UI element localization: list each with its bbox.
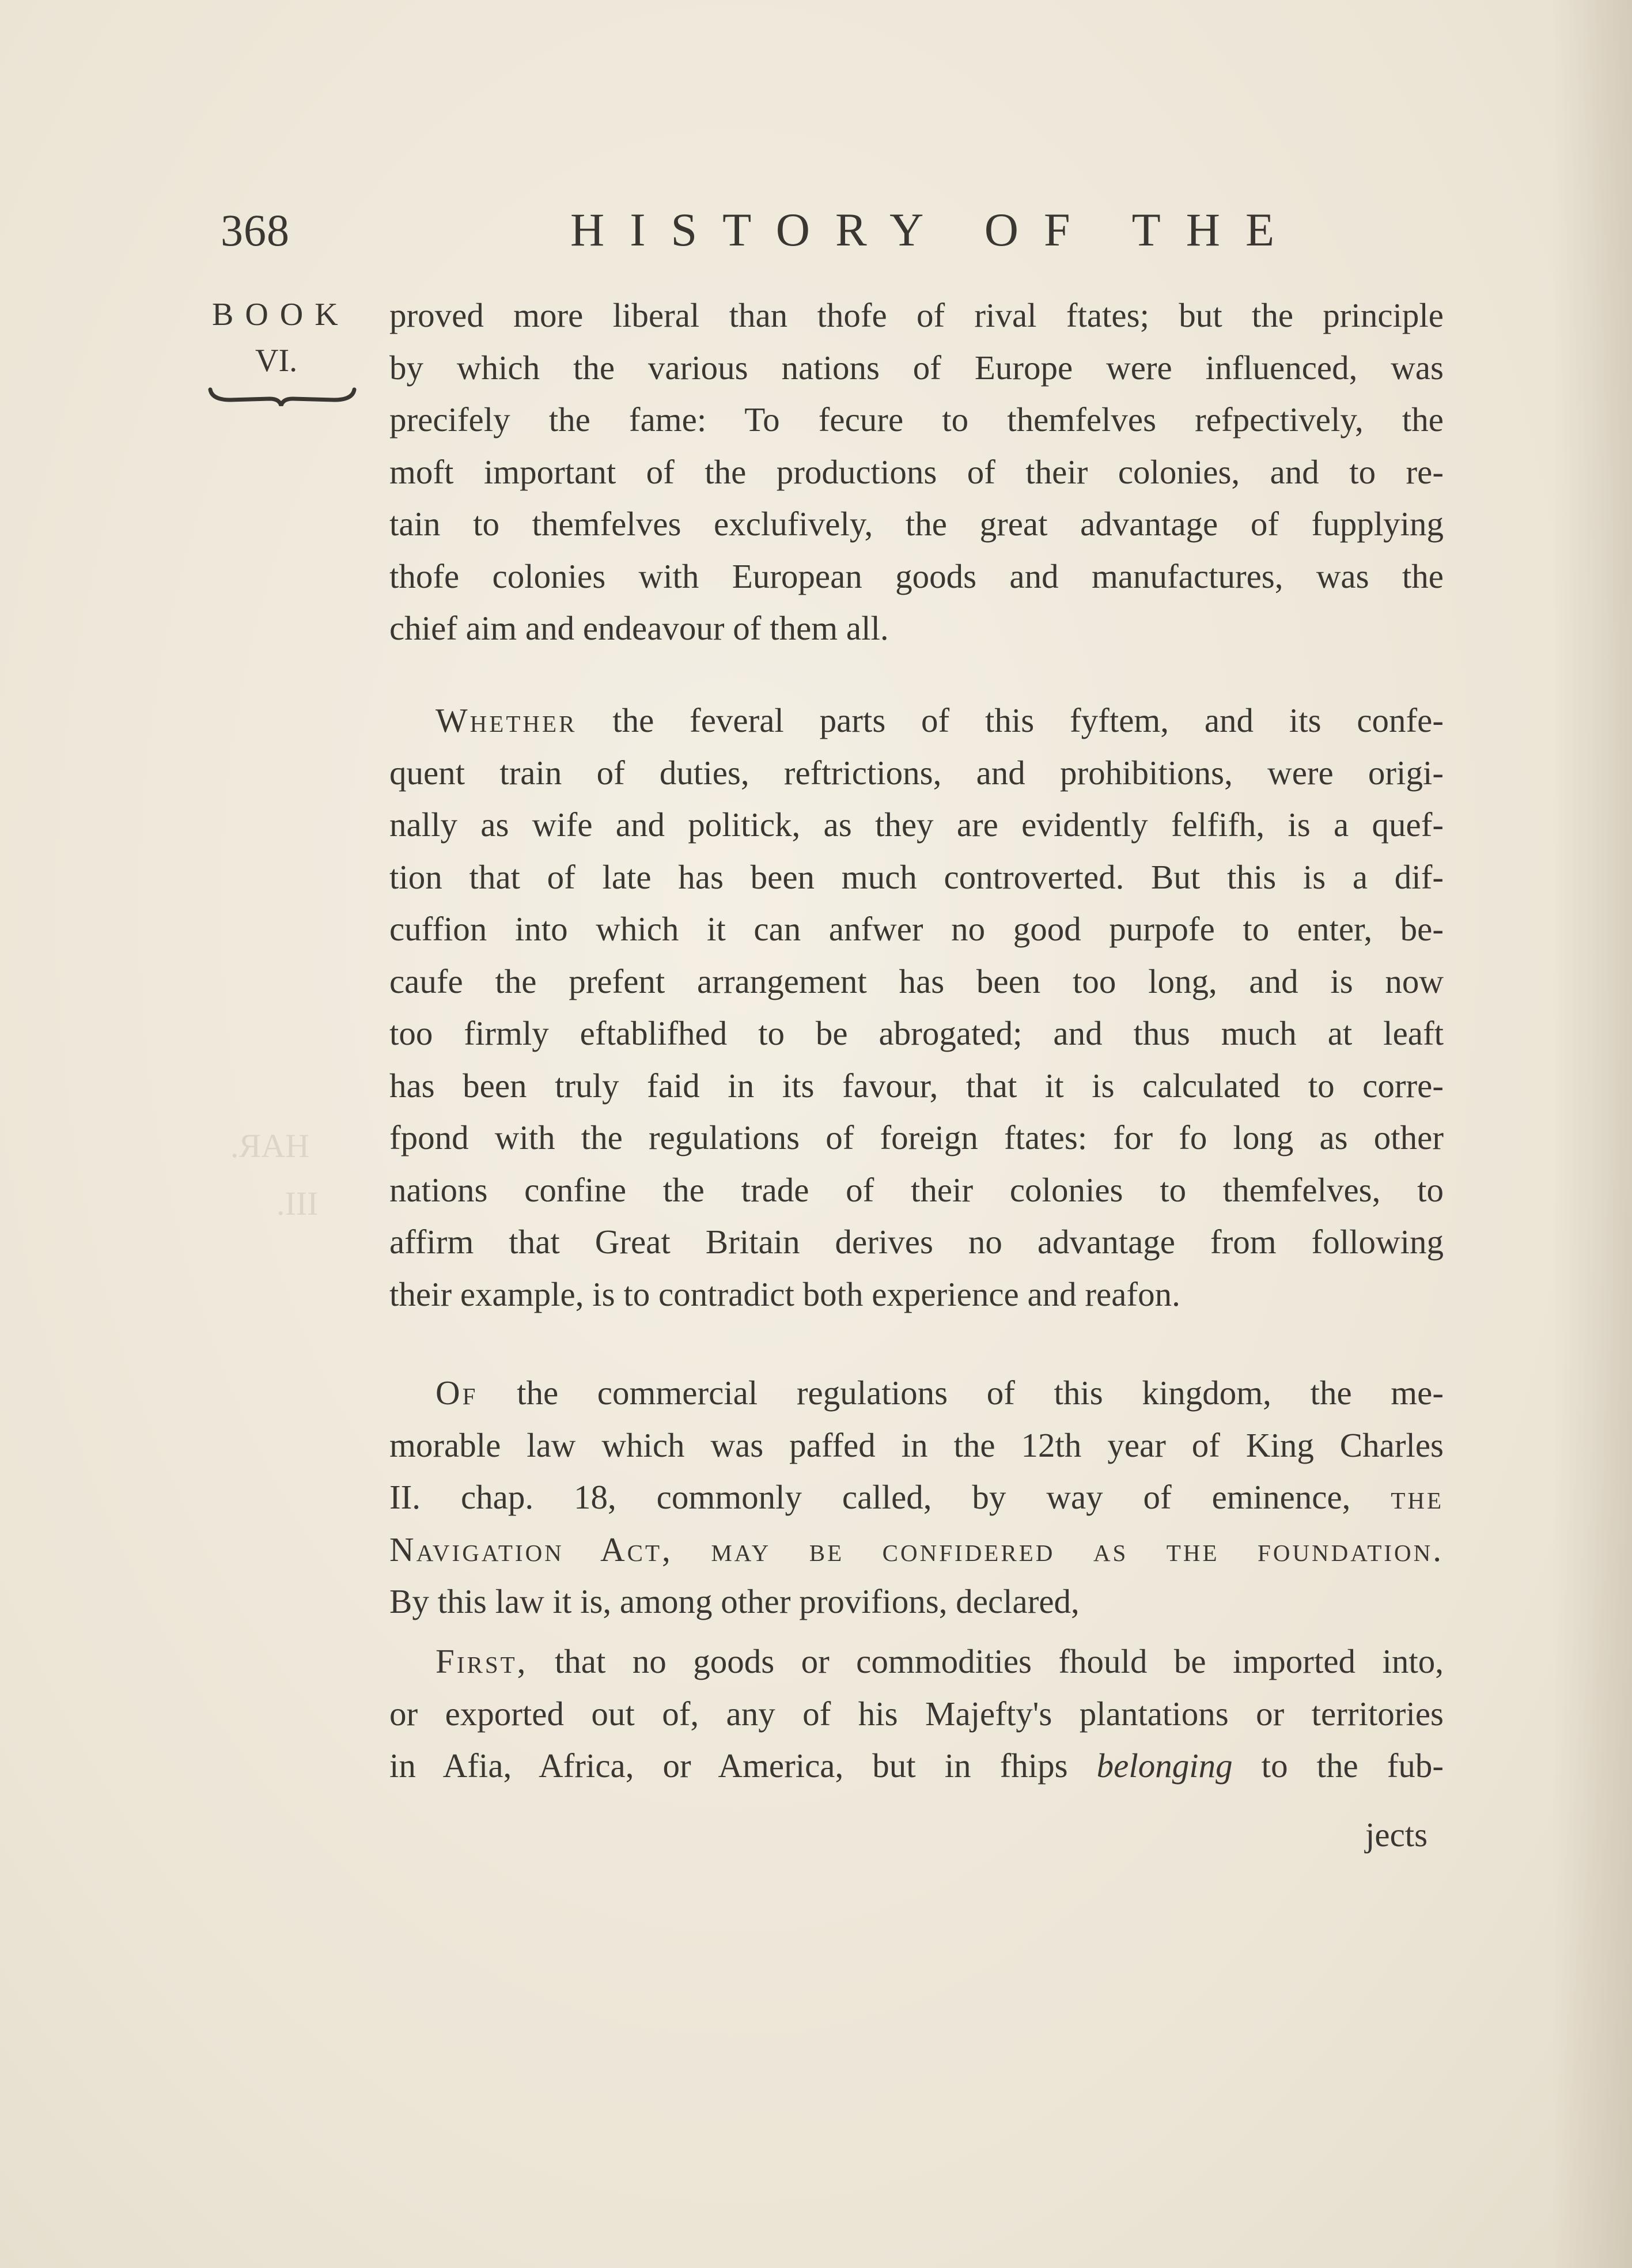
lead-word: Of [436, 1374, 478, 1412]
text-line [389, 1471, 1444, 1524]
text-line-rest: the feveral parts of this fyftem, and its confe- [612, 701, 1444, 739]
text-line-rest: that no goods or commodities fhould be imported into, [554, 1642, 1444, 1680]
paragraph-1 [389, 289, 1444, 655]
text-line: morable law which was paffed in the 12th year of King Charles [389, 1426, 1444, 1464]
text-line: has been truly faid in its favour, that it is calculated to corre- [389, 1066, 1444, 1105]
text-line: nally as wife and politick, as they are evidently felfifh, is a quef- [389, 806, 1444, 844]
lead-word: Whether [436, 701, 577, 739]
gutter-shadow [1551, 0, 1632, 2268]
text-line: By this law it is, among other provifions, declared, [389, 1582, 1080, 1620]
text-line: precifely the fame: To fecure to themfelves refpectively, the [389, 400, 1444, 439]
paragraph-3 [389, 1367, 1444, 1628]
text-line: caufe the prefent arrangement has been too long, and is now [389, 962, 1444, 1000]
text-line: thofe colonies with European goods and manufactures, was the [389, 557, 1444, 595]
paragraph-2 [389, 694, 1444, 1320]
text-line: their example, is to contradict both experience and reafon. [389, 1275, 1180, 1313]
text-line-tail: to the fub- [1261, 1747, 1444, 1785]
text-line-rest: the commercial regulations of this kingdom, the me- [517, 1374, 1444, 1412]
text-line: or exported out of, any of his Majefty's plantations or territories [389, 1694, 1444, 1733]
text-line: chief aim and endeavour of them all. [389, 609, 889, 647]
show-through-mark: .ЯАН [230, 1127, 309, 1165]
text-line: fpond with the regulations of foreign ftates: for fo long as other [389, 1118, 1444, 1156]
text-line-first [389, 694, 1444, 747]
text-line: tain to themfelves exclufively, the great advantage of fupplying [389, 505, 1444, 543]
italic-word: belonging [1096, 1747, 1233, 1785]
text-line [389, 1740, 1444, 1792]
text-line: tion that of late has been much controverted. But this is a dif- [389, 857, 1444, 896]
lead-word: First, [436, 1642, 528, 1680]
text-line: Navigation Act, may be confidered as the foundation. [389, 1530, 1444, 1568]
text-line: quent train of duties, reftrictions, and prohibitions, were origi- [389, 753, 1444, 792]
text-line-first [389, 1635, 1444, 1688]
show-through-mark: .III [277, 1185, 319, 1222]
paragraph-4 [389, 1635, 1444, 1792]
margin-book-label: BOOK [212, 297, 350, 332]
running-title: HISTORY OF THE [570, 203, 1300, 256]
text-line: cuffion into which it can anfwer no good purpofe to enter, be- [389, 910, 1444, 948]
margin-book-number: VI. [255, 343, 298, 379]
text-line: affirm that Great Britain derives no advantage from following [389, 1223, 1444, 1261]
text-line: moft important of the productions of their colonies, and to re- [389, 452, 1444, 491]
catchword: jects [1365, 1816, 1428, 1854]
text-line-first [389, 1367, 1444, 1419]
text-line-part: II. chap. 18, commonly called, by way of eminence, [389, 1478, 1351, 1516]
text-line-part: in Afia, Africa, or America, but in fhips [389, 1747, 1068, 1785]
small-caps-word: the [1391, 1478, 1444, 1516]
text-line: nations confine the trade of their colonies to themfelves, to [389, 1170, 1444, 1209]
page-number: 368 [221, 205, 290, 255]
text-line: by which the various nations of Europe were influenced, was [389, 348, 1444, 387]
margin-brace-ornament [207, 383, 357, 411]
text-line: too firmly eftablifhed to be abrogated; and thus much at leaft [389, 1014, 1444, 1052]
text-line: proved more liberal than thofe of rival ftates; but the principle [389, 296, 1444, 334]
